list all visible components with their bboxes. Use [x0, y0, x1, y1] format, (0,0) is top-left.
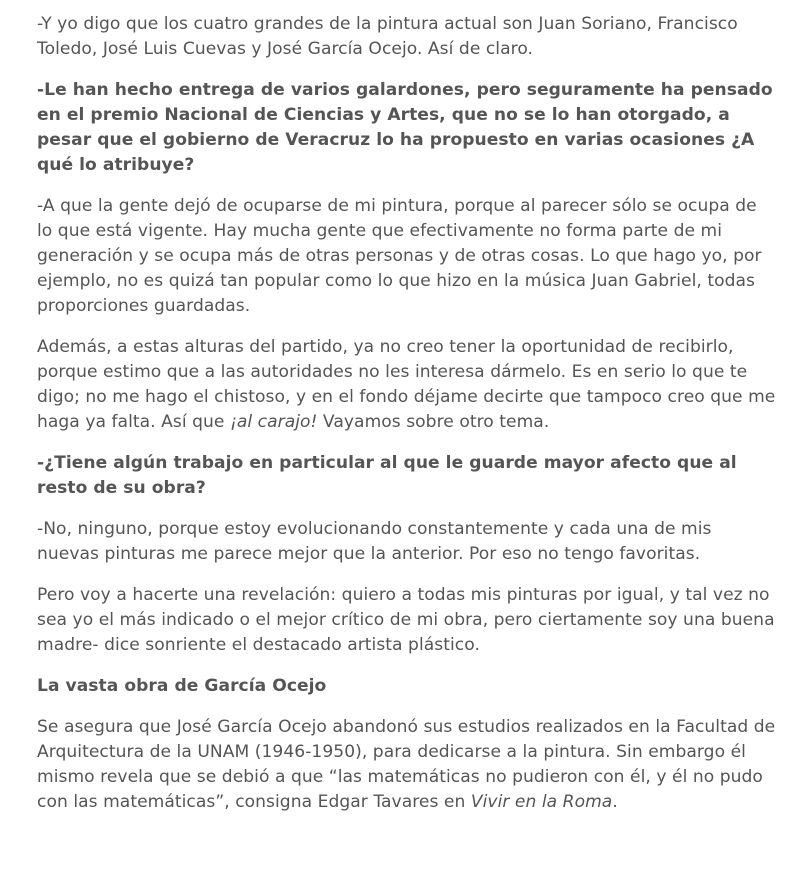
body-paragraph: [37, 715, 776, 815]
text-run: Se asegura que José García Ocejo abandonó sus estudios realizados en la Facultad de Arquitectura de la UNAM (1946-1950), para dedicarse a la pintura. Sin embargo él mismo revela que se debió a que “las matemáticas no pudieron con él, y él no pudo con las matemáticas”, consigna Edgar Tavares en: [37, 717, 776, 812]
answer-paragraph: -A que la gente dejó de ocuparse de mi pintura, porque al parecer sólo se ocupa de lo que está vigente. Hay mucha gente que efectivamente no forma parte de mi generación y se ocupa más de otras personas y de otras cosas. Lo que hago yo, por ejemplo, no es quizá tan popular como lo que hizo en la música Juan Gabriel, todas proporciones guardadas.: [37, 196, 762, 316]
italic-phrase: ¡al carajo!: [229, 412, 318, 432]
text-run: .: [612, 792, 618, 812]
answer-paragraph: Pero voy a hacerte una revelación: quiero a todas mis pinturas por igual, y tal vez no sea yo el más indicado o el mejor crítico de mi obra, pero ciertamente soy una buena madre- dice sonriente el destacado artista plástico.: [37, 585, 775, 655]
answer-paragraph: -Y yo digo que los cuatro grandes de la pintura actual son Juan Soriano, Francisco Toledo, José Luis Cuevas y José García Ocejo. Así de claro.: [37, 14, 738, 59]
interview-question: -Le han hecho entrega de varios galardones, pero seguramente ha pensado en el premio Nacional de Ciencias y Artes, que no se lo han otorgado, a pesar que el gobierno de Veracruz lo ha propuesto en varias ocasiones ¿A qué lo atribuye?: [37, 80, 773, 175]
answer-paragraph: [37, 335, 776, 435]
text-run: Vayamos sobre otro tema.: [317, 412, 550, 432]
answer-paragraph: -No, ninguno, porque estoy evolucionando constantemente y cada una de mis nuevas pinturas me parece mejor que la anterior. Por eso no tengo favoritas.: [37, 519, 712, 564]
text-run: Además, a estas alturas del partido, ya no creo tener la oportunidad de recibirlo, porque estimo que a las autoridades no les interesa dármelo. Es en serio lo que te digo; no me hago el chistoso, y en el fondo déjame decirte que tampoco creo que me haga ya falta. Así que: [37, 337, 776, 432]
section-heading: La vasta obra de García Ocejo: [37, 676, 327, 696]
interview-question: -¿Tiene algún trabajo en particular al que le guarde mayor afecto que al resto de su obra?: [37, 453, 737, 498]
italic-title: Vivir en la Roma: [470, 792, 613, 812]
